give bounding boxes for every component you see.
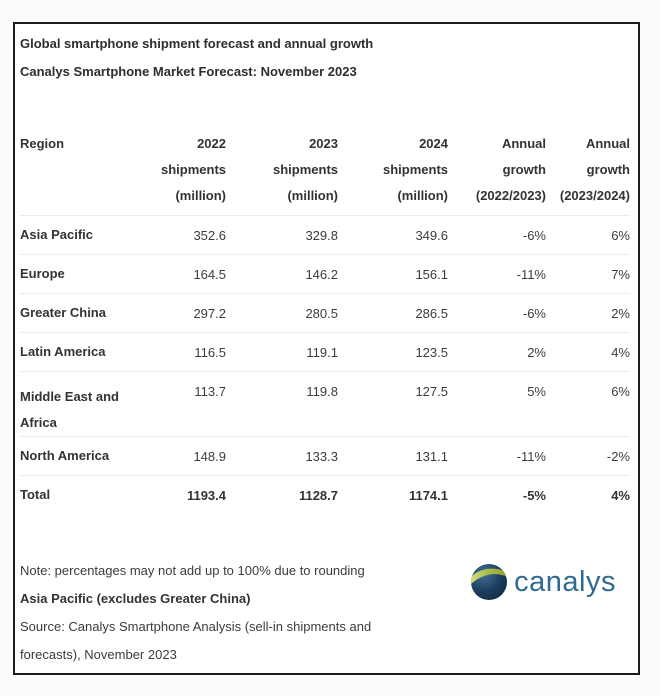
value-cell: 5% <box>448 372 546 437</box>
table-row-middle-east-africa <box>20 372 630 437</box>
header-row <box>20 131 630 216</box>
value-cell: 133.3 <box>226 437 338 476</box>
value-cell: 164.5 <box>130 255 226 294</box>
value-cell: 2% <box>546 294 630 333</box>
canalys-globe-icon <box>471 564 507 600</box>
col-header-2022-shipments: 2022 shipments (million) <box>160 136 226 203</box>
value-cell: 6% <box>546 372 630 437</box>
value-cell: 349.6 <box>338 216 448 255</box>
value-cell: -6% <box>448 294 546 333</box>
col-header-2023-shipments: 2023 shipments (million) <box>272 136 338 203</box>
table-row-latin-america <box>20 333 630 372</box>
report-card <box>13 22 640 675</box>
region-cell: Asia Pacific <box>20 216 130 255</box>
col-header-growth-2022-2023: Annual growth (2022/2023) <box>475 136 546 203</box>
value-cell: 7% <box>546 255 630 294</box>
total-value-cell: 1174.1 <box>338 476 448 515</box>
total-value-cell: 1193.4 <box>130 476 226 515</box>
report-header <box>20 30 630 86</box>
value-cell: -2% <box>546 437 630 476</box>
source-line-1: Source: Canalys Smartphone Analysis (sell-in shipments and <box>20 618 372 634</box>
table-row-total <box>20 476 630 515</box>
value-cell: 352.6 <box>130 216 226 255</box>
table-row-asia-pacific <box>20 216 630 255</box>
note-rounding: Note: percentages may not add up to 100% due to rounding <box>20 562 365 578</box>
table-row-greater-china <box>20 294 630 333</box>
value-cell: 286.5 <box>338 294 448 333</box>
value-cell: -11% <box>448 255 546 294</box>
region-cell: Middle East and Africa <box>20 372 130 437</box>
value-cell: 127.5 <box>338 372 448 437</box>
region-cell: North America <box>20 437 130 476</box>
region-cell: Latin America <box>20 333 130 372</box>
value-cell: 116.5 <box>130 333 226 372</box>
value-cell: 119.8 <box>226 372 338 437</box>
value-cell: 148.9 <box>130 437 226 476</box>
value-cell: 146.2 <box>226 255 338 294</box>
total-value-cell: -5% <box>448 476 546 515</box>
value-cell: 4% <box>546 333 630 372</box>
total-value-cell: 1128.7 <box>226 476 338 515</box>
col-header-growth-2023-2024: Annual growth (2023/2024) <box>559 136 630 203</box>
value-cell: 113.7 <box>130 372 226 437</box>
region-cell: Greater China <box>20 294 130 333</box>
table-header <box>20 131 630 216</box>
value-cell: 119.1 <box>226 333 338 372</box>
value-cell: 2% <box>448 333 546 372</box>
value-cell: 280.5 <box>226 294 338 333</box>
value-cell: 6% <box>546 216 630 255</box>
canalys-wordmark: canalys <box>514 566 616 598</box>
table-row-europe <box>20 255 630 294</box>
region-cell: Europe <box>20 255 130 294</box>
source-line-2: forecasts), November 2023 <box>20 646 177 662</box>
value-cell: 297.2 <box>130 294 226 333</box>
total-value-cell: 4% <box>546 476 630 515</box>
note-asia-pacific-scope: Asia Pacific (excludes Greater China) <box>20 590 251 606</box>
col-header-region: Region <box>20 136 65 151</box>
value-cell: -6% <box>448 216 546 255</box>
value-cell: 156.1 <box>338 255 448 294</box>
canalys-logo <box>471 564 616 600</box>
value-cell: 123.5 <box>338 333 448 372</box>
total-label: Total <box>20 476 130 515</box>
table-row-north-america <box>20 437 630 476</box>
col-header-2024-shipments: 2024 shipments (million) <box>382 136 448 203</box>
report-subtitle: Canalys Smartphone Market Forecast: November 2023 <box>20 64 357 79</box>
report-title: Global smartphone shipment forecast and annual growth <box>20 36 374 51</box>
value-cell: 329.8 <box>226 216 338 255</box>
value-cell: -11% <box>448 437 546 476</box>
value-cell: 131.1 <box>338 437 448 476</box>
forecast-table <box>20 131 630 515</box>
